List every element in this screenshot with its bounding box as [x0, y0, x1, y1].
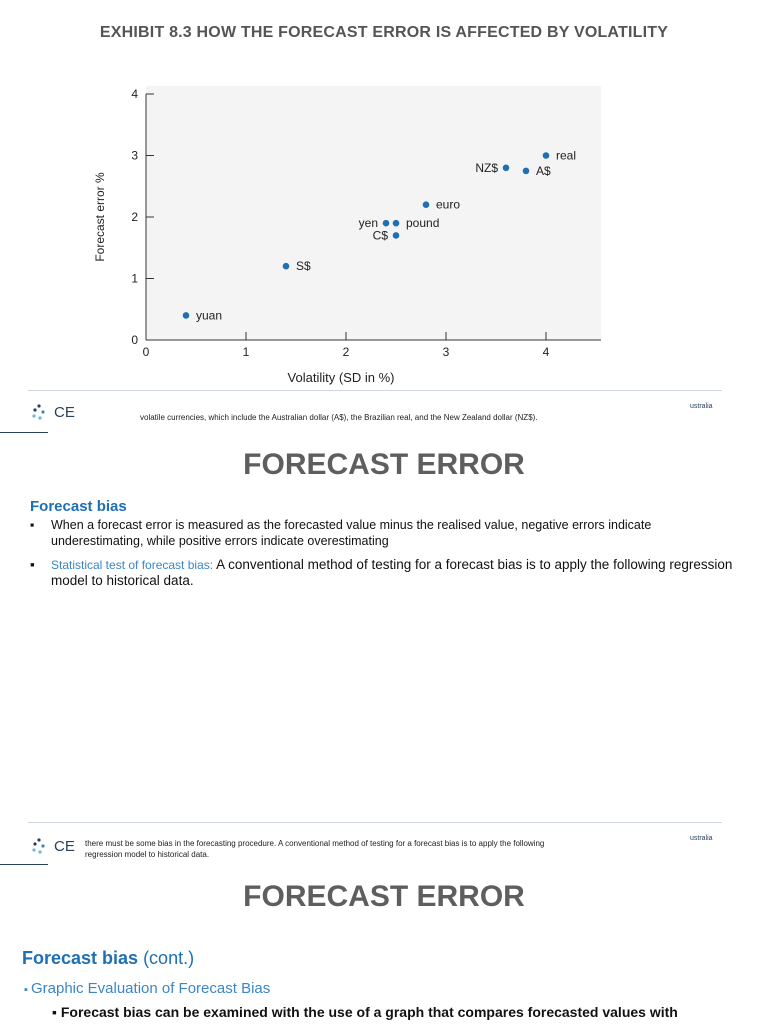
plot-background	[146, 86, 601, 340]
corner-text: ustralia	[690, 403, 713, 410]
data-point	[503, 165, 510, 172]
footer-caption-2	[85, 838, 685, 860]
x-tick-label: 2	[342, 345, 350, 359]
x-tick-label: 3	[442, 345, 450, 359]
subheading-forecast-bias: Forecast bias	[30, 498, 127, 515]
footer-line-1: there must be some bias in the forecasting procedure. A conventional method of testing for a forecast bias is to apply the following	[85, 839, 545, 848]
point-label: yen	[358, 216, 378, 231]
point-label: euro	[436, 197, 461, 212]
logo-text: CE	[54, 403, 75, 421]
footer-caption: volatile currencies, which include the Australian dollar (A$), the Brazilian real, and the New Zealand dollar (NZ$).	[140, 413, 538, 422]
graphic-evaluation	[24, 980, 270, 997]
point-label: yuan	[196, 308, 223, 323]
point-label: NZ$	[475, 160, 498, 175]
bullet-statistical-test	[30, 557, 741, 589]
logo-mark-icon	[30, 836, 50, 856]
data-point	[543, 152, 550, 159]
x-tick-label: 4	[542, 345, 550, 359]
data-point	[283, 263, 290, 270]
footer-rule-2	[28, 822, 722, 823]
bullet-lead: Statistical test of forecast bias:	[51, 558, 214, 572]
bullet-rest: A conventional method of testing for a forecast bias is to apply the following regression model to historical data.	[51, 557, 733, 588]
logo-text: CE	[54, 837, 75, 855]
data-point	[183, 312, 190, 319]
data-point	[393, 220, 400, 227]
corner-text-2: ustralia	[690, 835, 713, 842]
y-tick-label: 3	[131, 148, 138, 163]
footer-line-2: regression model to historical data.	[85, 850, 210, 859]
bullet-square-icon: ▪	[30, 518, 35, 532]
footer-rule	[28, 390, 722, 391]
bullet-text: Forecast bias can be examined with the use of a graph that compares forecasted values with	[60, 1004, 678, 1020]
slide-title-2: FORECAST ERROR	[243, 880, 525, 913]
ce-logo-2	[30, 836, 75, 856]
ce-logo	[30, 402, 75, 422]
bullet-square-icon: ▪	[24, 984, 31, 996]
bullet-square-icon: ▪	[30, 557, 35, 572]
data-point	[383, 220, 390, 227]
bullet-graph-compare	[52, 1004, 752, 1020]
logo-underline-2	[0, 864, 48, 865]
data-point	[423, 201, 430, 208]
graphic-eval-text: Graphic Evaluation of Forecast Bias	[30, 980, 271, 997]
x-tick-label: 0	[142, 345, 150, 359]
data-point	[523, 168, 530, 175]
subheading-bold: Forecast bias	[22, 948, 139, 968]
y-tick-label: 1	[131, 271, 138, 286]
x-tick-label: 1	[242, 345, 250, 359]
y-axis-label: Forecast error %	[93, 172, 107, 262]
subheading-forecast-bias-cont	[22, 948, 194, 969]
subheading-light: (cont.)	[138, 948, 195, 968]
slide-title: FORECAST ERROR	[243, 448, 525, 481]
logo-underline	[0, 432, 48, 433]
exhibit-title: EXHIBIT 8.3 HOW THE FORECAST ERROR IS AFFECTED BY VOLATILITY	[99, 24, 669, 41]
point-label: S$	[296, 259, 311, 274]
y-tick-label: 0	[131, 333, 138, 347]
bullet-forecast-error	[30, 517, 741, 549]
point-label: A$	[536, 163, 551, 178]
bullet-square-icon: ▪	[52, 1004, 61, 1020]
data-point	[393, 232, 400, 239]
y-tick-label: 4	[131, 87, 138, 101]
x-axis-label: Volatility (SD in %)	[287, 370, 395, 385]
logo-mark-icon	[30, 402, 50, 422]
point-label: real	[556, 148, 577, 163]
point-label: C$	[372, 228, 388, 243]
scatter-chart	[80, 78, 620, 388]
bullet-text: When a forecast error is measured as the forecasted value minus the realised value, negative errors indicate underestimating, while positive errors indicate overestimating	[51, 518, 652, 548]
y-tick-label: 2	[131, 210, 138, 224]
point-label: pound	[406, 216, 440, 231]
